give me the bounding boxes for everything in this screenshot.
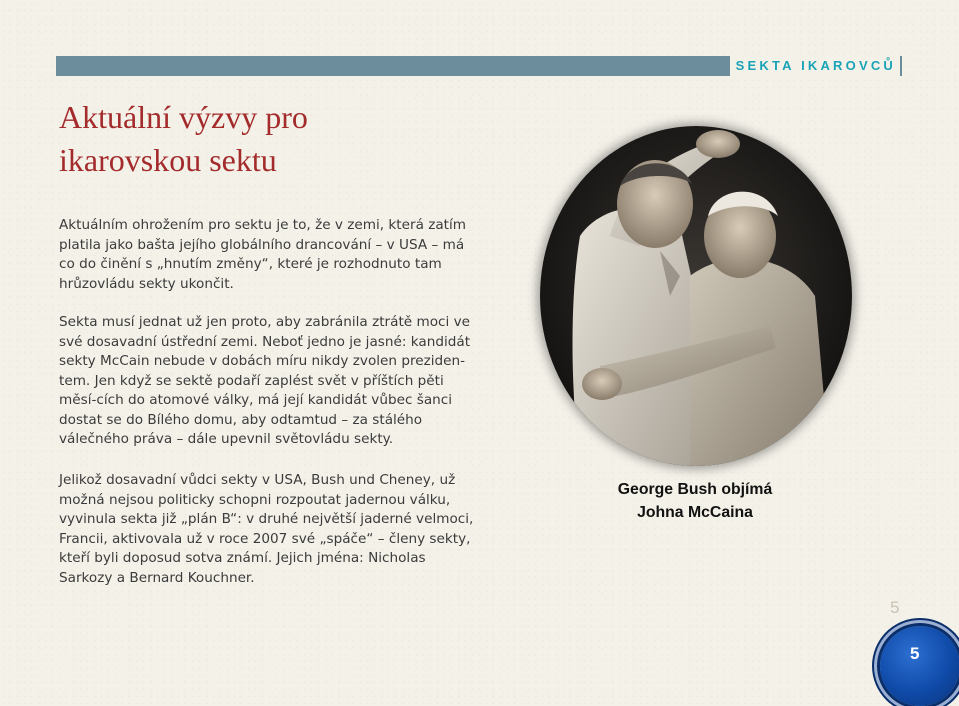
header-bar <box>56 56 902 76</box>
paragraph-1: Aktuálním ohrožením pro sektu je to, že v zemi, která zatím platila jako bašta jejího globálního drancování – v USA – má co do činění s „hnutím změny“, které je rozhodnuto tam hrůzovládu sekty ukončit. <box>59 217 467 292</box>
caption-line-2: Johna McCaina <box>637 504 753 521</box>
ghost-page-number: 5 <box>890 598 900 617</box>
hug-photo-illustration <box>540 126 852 466</box>
section-label: SEKTA IKAROVCŮ <box>730 56 900 76</box>
title-line-2: ikarovskou sektu <box>59 142 277 178</box>
title-line-1: Aktuální výzvy pro <box>59 99 308 135</box>
photo-caption <box>575 478 815 524</box>
page-title <box>59 96 308 182</box>
caption-line-1: George Bush objímá <box>617 481 773 498</box>
paragraph-3: Jelikož dosavadní vůdci sekty v USA, Bush und Cheney, už možná nejsou politicky schopni rozpoutat jadernou válku, vyvinula sekta již „plán B“: v druhé největší jaderné velmoci, Francii, aktivovala už v roce 2007 své „spáče“ – členy sekty, kteří byli doposud sotva známí. Jejich jména: Nicholas Sarkozy a Bernard Kouchner. <box>59 472 474 586</box>
hug-photo <box>540 126 852 466</box>
page-number: 5 <box>910 644 920 663</box>
page-number-badge <box>880 626 959 706</box>
paragraph-2: Sekta musí jednat už jen proto, aby zabránila ztrátě moci ve své dosavadní ústřední zemi. Neboť jedno je jasné: kandidát sekty McCain nebude v dobách míru nikdy zvolen preziden-tem. Jen když se sektě podaří zaplést svět v příštích pěti měsí-cích do atomové války, má její kandidát vůbec šanci dostat se do Bílého domu, aby odtamtud – za stálého válečného práva – dále upevnil světovládu sekty. <box>59 314 471 447</box>
